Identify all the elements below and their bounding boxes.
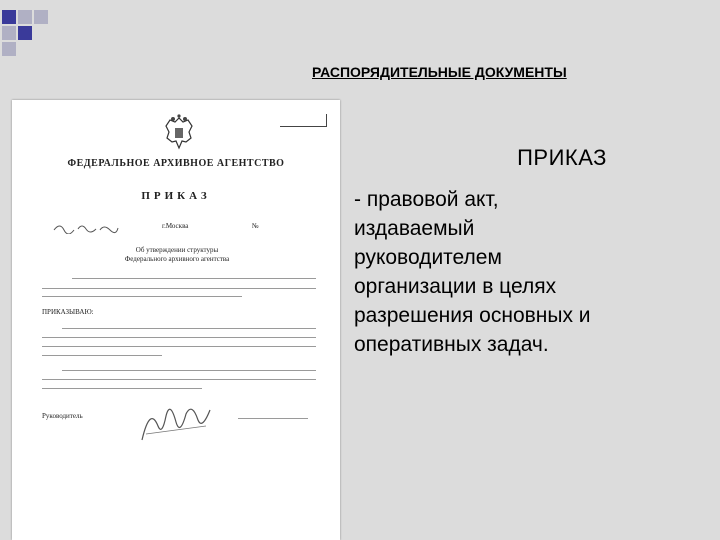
definition-line: разрешения основных и [354,304,591,327]
text-line [42,288,316,289]
coat-of-arms-icon [162,114,196,152]
signatory-name-line [238,418,308,419]
document-scan [12,100,340,540]
handwritten-date [52,220,122,234]
definition-block [354,145,710,359]
definition-heading: ПРИКАЗ [517,145,607,170]
definition-line: - правовой акт, [354,188,499,211]
slide-title: РАСПОРЯДИТЕЛЬНЫЕ ДОКУМЕНТЫ [312,64,567,80]
text-line [42,346,316,347]
subject-line: Федерального архивного агентства [124,255,230,263]
definition-line: издаваемый [354,217,475,240]
text-line [42,379,316,380]
document-city: г.Москва [162,222,189,230]
document-heading: ПРИКАЗ [141,190,211,202]
text-line [62,328,316,329]
text-line [42,337,316,338]
subject-line: Об утверждении структуры [135,246,219,254]
handwritten-signature [136,396,216,446]
document-subject [102,246,252,264]
agency-name: ФЕДЕРАЛЬНОЕ АРХИВНОЕ АГЕНТСТВО [67,158,285,169]
text-line [42,355,162,356]
signatory-title: Руководитель [42,412,83,420]
definition-line: организации в целях [354,275,557,298]
definition-text [354,185,710,359]
document-number-label: № [252,222,259,230]
text-line [72,278,316,279]
text-line [42,296,242,297]
definition-line: руководителем [354,246,502,269]
text-line [42,388,202,389]
text-line [62,370,316,371]
registration-box [280,114,327,127]
corner-decoration [0,0,60,60]
definition-line: оперативных задач. [354,333,549,356]
order-word: ПРИКАЗЫВАЮ: [42,308,94,316]
